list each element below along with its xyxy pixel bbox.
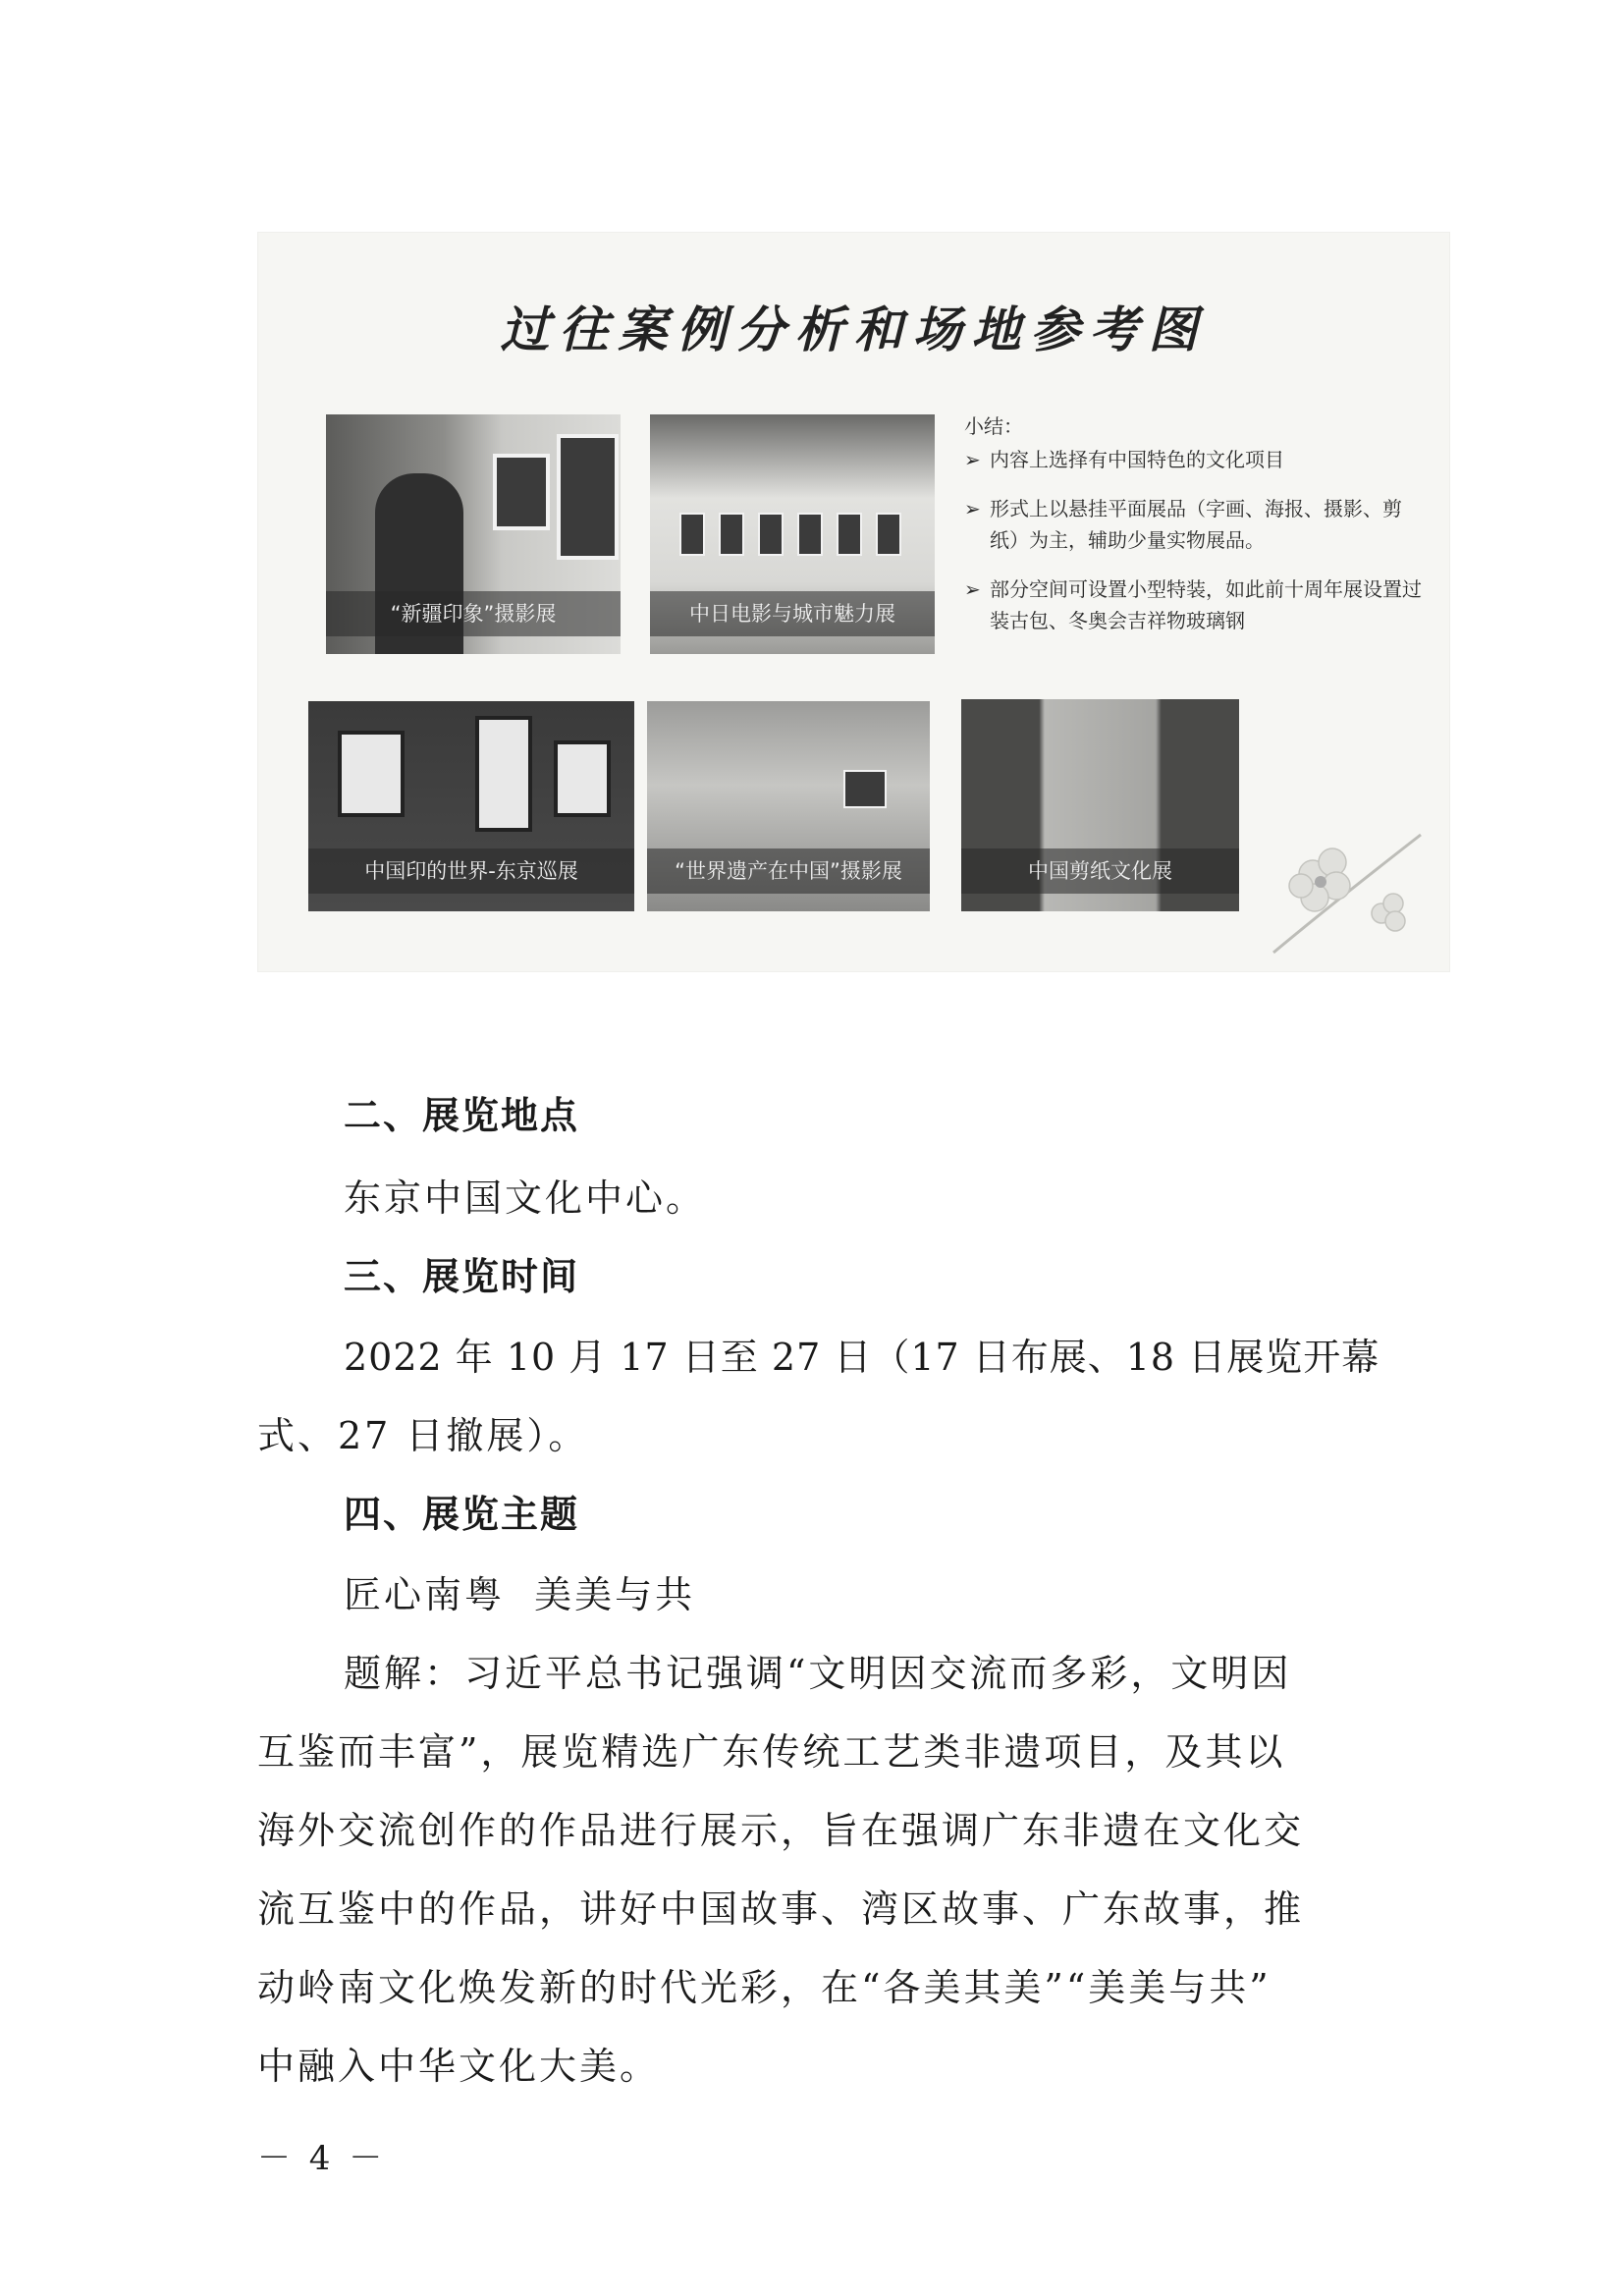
section-heading-theme: 四、展览主题 [344, 1493, 580, 1536]
summary-point: ➢ 内容上选择有中国特色的文化项目 [964, 444, 1426, 475]
photo-caption: 中国印的世界-东京巡展 [308, 848, 634, 894]
explanation-line: 互鉴而丰富”，展览精选广东传统工艺类非遗项目，及其以 [257, 1730, 1286, 1774]
page-number: － 4 － [257, 2139, 387, 2178]
time-text-line2: 式、27 日撤展）。 [257, 1414, 589, 1457]
slide-title: 过往案例分析和场地参考图 [500, 301, 1208, 358]
photo-heritage [647, 701, 930, 911]
reference-slide [257, 232, 1450, 972]
section-heading-time: 三、展览时间 [344, 1255, 580, 1298]
section-heading-venue: 二、展览地点 [344, 1094, 580, 1137]
explanation-line: 动岭南文化焕发新的时代光彩，在“各美其美”“美美与共” [257, 1966, 1271, 2009]
arrow-bullet-icon: ➢ [964, 497, 981, 520]
photo-caption: “世界遗产在中国”摄影展 [647, 848, 930, 894]
explanation-line: 海外交流创作的作品进行展示，旨在强调广东非遗在文化交 [257, 1809, 1305, 1852]
photo-film [650, 414, 935, 654]
photo-caption: 中日电影与城市魅力展 [650, 591, 935, 636]
flower-decoration-icon [1254, 815, 1431, 962]
photo-caption: “新疆印象”摄影展 [326, 591, 621, 636]
explanation-line: 中融入中华文化大美。 [257, 2045, 661, 2088]
summary-point: ➢ 部分空间可设置小型特装，如此前十周年展设置过装古包、冬奥会吉祥物玻璃钢 [964, 574, 1426, 636]
photo-papercut [961, 699, 1239, 911]
explanation-line: 流互鉴中的作品，讲好中国故事、湾区故事、广东故事，推 [257, 1887, 1305, 1931]
venue-text: 东京中国文化中心。 [344, 1176, 707, 1220]
explanation-line: 题解：习近平总书记强调“文明因交流而多彩，文明因 [344, 1652, 1292, 1695]
arrow-bullet-icon: ➢ [964, 577, 981, 601]
summary-label: 小结： [964, 414, 1023, 438]
summary-point: ➢ 形式上以悬挂平面展品（字画、海报、摄影、剪纸）为主，辅助少量实物展品。 [964, 493, 1426, 556]
theme-text: 匠心南粤 美美与共 [344, 1573, 696, 1616]
photo-seal [308, 701, 634, 911]
photo-xinjiang [326, 414, 621, 654]
photo-caption: 中国剪纸文化展 [961, 848, 1239, 894]
slide-summary [964, 410, 1426, 654]
time-text-line1: 2022 年 10 月 17 日至 27 日（17 日布展、18 日展览开幕 [344, 1336, 1380, 1379]
arrow-bullet-icon: ➢ [964, 448, 981, 471]
